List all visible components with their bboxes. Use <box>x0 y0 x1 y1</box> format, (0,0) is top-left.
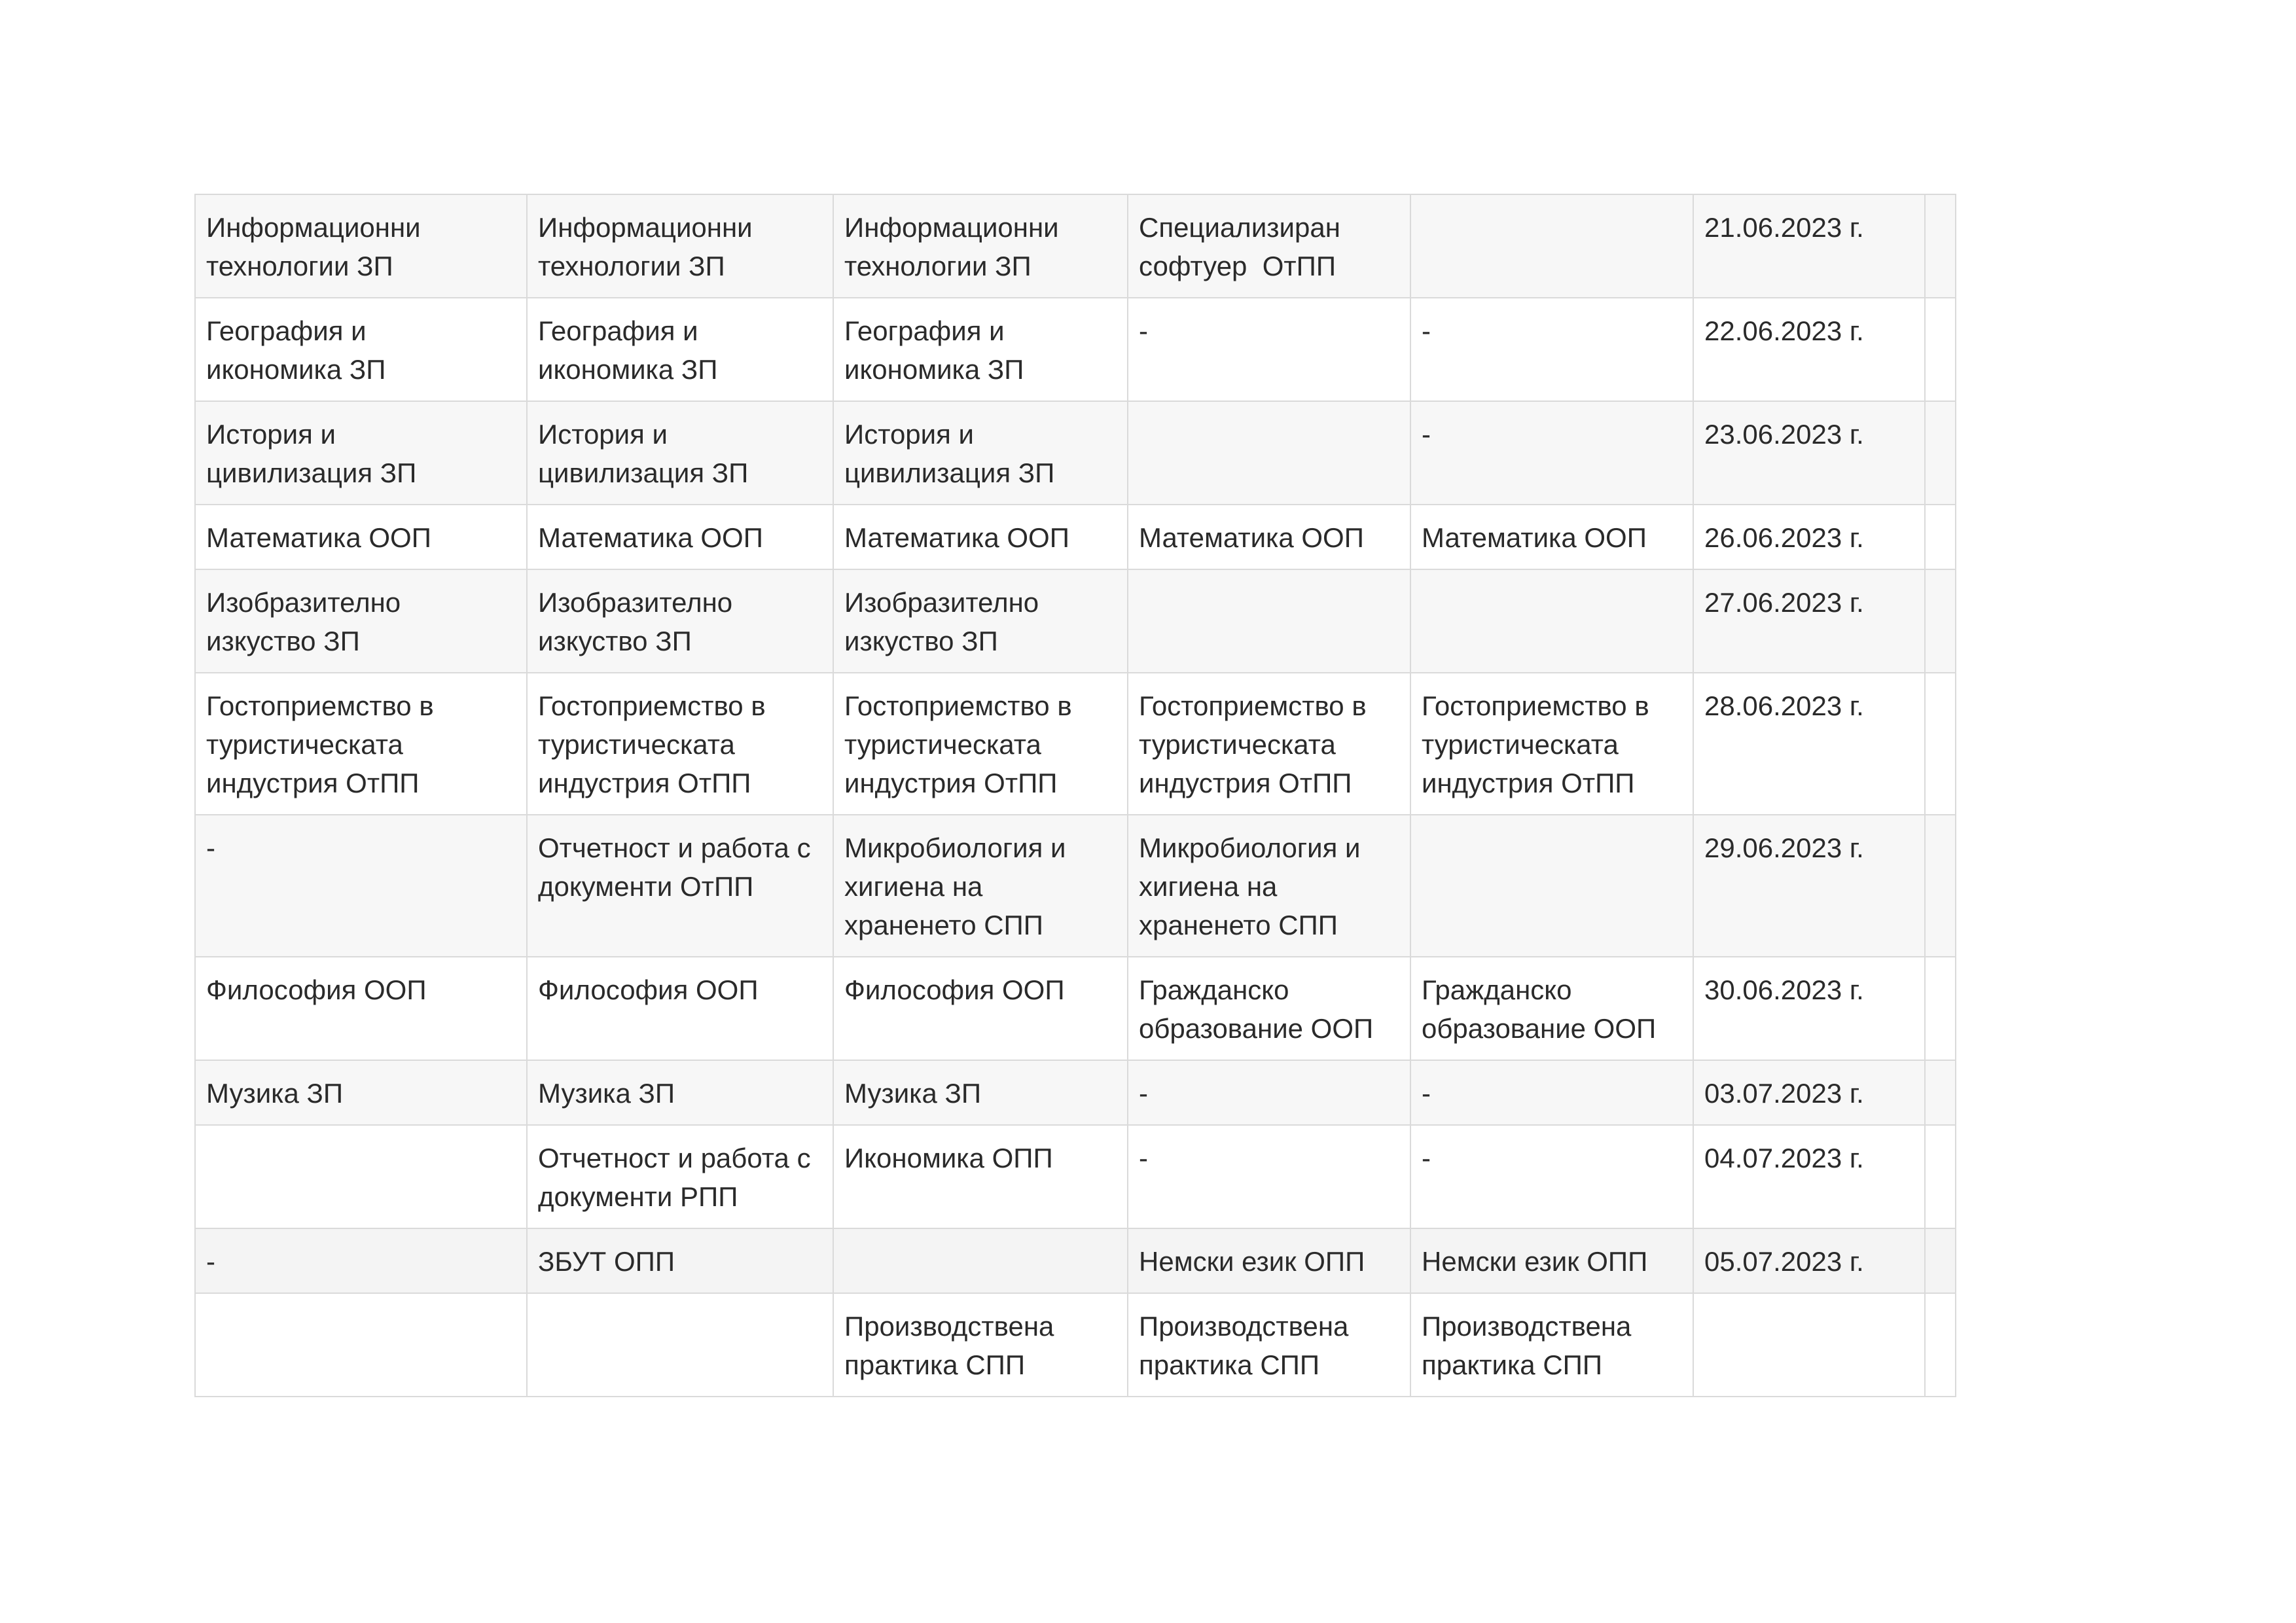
table-cell: - <box>1128 1060 1410 1125</box>
table-cell <box>1410 194 1693 298</box>
table-row <box>195 194 1956 298</box>
date-cell: 04.07.2023 г. <box>1693 1125 1925 1228</box>
table-row <box>195 298 1956 401</box>
table-cell: Отчетност и работа с документи ОтПП <box>527 815 833 957</box>
table-cell: Музика ЗП <box>195 1060 527 1125</box>
table-cell: - <box>1410 1060 1693 1125</box>
table-row <box>195 1228 1956 1293</box>
table-cell: Музика ЗП <box>833 1060 1128 1125</box>
table-cell <box>1925 673 1956 815</box>
table-cell: Специализиран софтуер ОтПП <box>1128 194 1410 298</box>
table-cell <box>1128 569 1410 673</box>
table-cell: Гостоприемство в туристическата индустрия ОтПП <box>527 673 833 815</box>
table-cell: Микробиология и хигиена на храненето СПП <box>833 815 1128 957</box>
table-cell <box>1128 401 1410 505</box>
table-row <box>195 1060 1956 1125</box>
table-cell <box>1925 815 1956 957</box>
date-cell: 28.06.2023 г. <box>1693 673 1925 815</box>
table-cell: Изобразително изкуство ЗП <box>195 569 527 673</box>
table-row <box>195 1125 1956 1228</box>
table-cell: Гостоприемство в туристическата индустрия ОтПП <box>1410 673 1693 815</box>
table-cell: Гражданско образование ООП <box>1128 957 1410 1060</box>
table-cell: - <box>1128 298 1410 401</box>
table-cell: Производствена практика СПП <box>833 1293 1128 1397</box>
date-cell: 22.06.2023 г. <box>1693 298 1925 401</box>
table-cell <box>1925 1293 1956 1397</box>
table-cell: Немски език ОПП <box>1128 1228 1410 1293</box>
table-row <box>195 569 1956 673</box>
table-cell: Математика ООП <box>1128 505 1410 569</box>
table-cell: География и икономика ЗП <box>527 298 833 401</box>
table-cell: Философия ООП <box>195 957 527 1060</box>
table-cell: Отчетност и работа с документи РПП <box>527 1125 833 1228</box>
date-cell: 05.07.2023 г. <box>1693 1228 1925 1293</box>
table-row <box>195 401 1956 505</box>
table-cell: Информационни технологии ЗП <box>833 194 1128 298</box>
table-cell: Изобразително изкуство ЗП <box>833 569 1128 673</box>
date-cell: 27.06.2023 г. <box>1693 569 1925 673</box>
table-cell: Информационни технологии ЗП <box>527 194 833 298</box>
table-cell: Икономика ОПП <box>833 1125 1128 1228</box>
table-cell: История и цивилизация ЗП <box>527 401 833 505</box>
table-cell: География и икономика ЗП <box>195 298 527 401</box>
table-cell <box>1925 569 1956 673</box>
table-cell <box>1410 815 1693 957</box>
date-cell: 29.06.2023 г. <box>1693 815 1925 957</box>
date-cell: 23.06.2023 г. <box>1693 401 1925 505</box>
table-cell: - <box>1410 401 1693 505</box>
table-cell: Производствена практика СПП <box>1128 1293 1410 1397</box>
table-row <box>195 957 1956 1060</box>
table-cell: Гостоприемство в туристическата индустрия ОтПП <box>1128 673 1410 815</box>
table-cell: Микробиология и хигиена на храненето СПП <box>1128 815 1410 957</box>
table-cell: Производствена практика СПП <box>1410 1293 1693 1397</box>
table-row <box>195 1293 1956 1397</box>
table-cell <box>1925 1060 1956 1125</box>
table-cell <box>1925 401 1956 505</box>
table-cell <box>1925 194 1956 298</box>
table-cell: - <box>1410 1125 1693 1228</box>
table-cell: - <box>1128 1125 1410 1228</box>
table-cell <box>833 1228 1128 1293</box>
table-cell: - <box>1410 298 1693 401</box>
table-cell: - <box>195 1228 527 1293</box>
table-cell <box>1925 505 1956 569</box>
table-row <box>195 815 1956 957</box>
table-cell <box>1925 1228 1956 1293</box>
table-cell: Гражданско образование ООП <box>1410 957 1693 1060</box>
table-cell: Математика ООП <box>1410 505 1693 569</box>
table-row <box>195 673 1956 815</box>
table-cell <box>1410 569 1693 673</box>
date-cell <box>1693 1293 1925 1397</box>
table-cell: История и цивилизация ЗП <box>195 401 527 505</box>
table-cell: Гостоприемство в туристическата индустрия ОтПП <box>833 673 1128 815</box>
table-cell: История и цивилизация ЗП <box>833 401 1128 505</box>
date-cell: 26.06.2023 г. <box>1693 505 1925 569</box>
table-cell: География и икономика ЗП <box>833 298 1128 401</box>
table-cell <box>195 1125 527 1228</box>
table-cell: Информационни технологии ЗП <box>195 194 527 298</box>
table-cell: Математика ООП <box>527 505 833 569</box>
table-cell: Философия ООП <box>833 957 1128 1060</box>
table-cell: Немски език ОПП <box>1410 1228 1693 1293</box>
date-cell: 30.06.2023 г. <box>1693 957 1925 1060</box>
table-cell <box>1925 298 1956 401</box>
table-cell: ЗБУТ ОПП <box>527 1228 833 1293</box>
table-cell <box>195 1293 527 1397</box>
date-cell: 03.07.2023 г. <box>1693 1060 1925 1125</box>
table-row <box>195 505 1956 569</box>
table-cell: Математика ООП <box>195 505 527 569</box>
table-cell <box>527 1293 833 1397</box>
table-cell: Музика ЗП <box>527 1060 833 1125</box>
date-cell: 21.06.2023 г. <box>1693 194 1925 298</box>
table-cell <box>1925 957 1956 1060</box>
table-cell: Гостоприемство в туристическата индустрия ОтПП <box>195 673 527 815</box>
table-cell: Философия ООП <box>527 957 833 1060</box>
table-cell: Математика ООП <box>833 505 1128 569</box>
table-cell: - <box>195 815 527 957</box>
table-cell: Изобразително изкуство ЗП <box>527 569 833 673</box>
table-cell <box>1925 1125 1956 1228</box>
schedule-table <box>194 194 1956 1397</box>
